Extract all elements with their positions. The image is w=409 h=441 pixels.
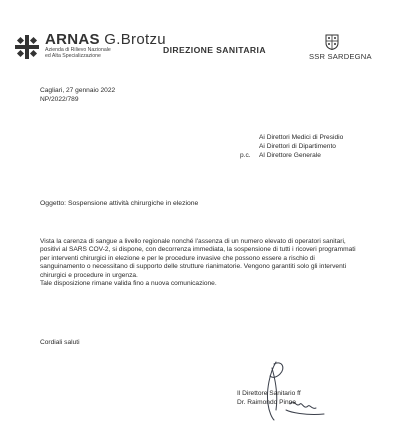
logo-sub-line2: ed Alta Specializzazione (45, 53, 101, 59)
signer-name: Dr. Raimondo Pinna (237, 399, 297, 406)
greeting: Cordiali saluti (40, 339, 80, 346)
body-line: Vista la carenza di sangue a livello regionale nonché l'assenza di un numero elevato di operatori sanitari, (40, 238, 346, 245)
place-date: Cagliari, 27 gennaio 2022 (40, 87, 116, 94)
cc-label: p.c. (240, 152, 251, 159)
body-line: Tale disposizione rimane valida fino a nuova comunicazione. (40, 280, 217, 288)
region-label: SSR SARDEGNA (309, 52, 372, 61)
recipient-3: Al Direttore Generale (259, 152, 321, 159)
arnas-logo-icon (14, 34, 40, 60)
protocol-number: NP/2022/789 (40, 96, 79, 103)
recipient-1: Ai Direttori Medici di Presidio (259, 134, 344, 141)
letter-body (40, 238, 370, 288)
body-line: sanguinamento o necessitano di supporto delle strutture rianimatorie. Vengono garantiti solo gli interventi (40, 263, 347, 271)
sardinia-emblem-icon (325, 34, 339, 50)
body-line: per interventi chirurgici in elezione e per le procedure invasive che possono essere a rischio di (40, 254, 315, 262)
subject-line: Oggetto: Sospensione attività chirurgiche in elezione (40, 200, 199, 207)
logo-brand (45, 32, 166, 47)
logo-brand-rest: G.Brotzu (99, 31, 166, 48)
signer-role: Il Direttore Sanitario ff (237, 390, 301, 397)
arnas-logo-text (45, 32, 166, 59)
body-line: positivi al SARS COV-2, si dispone, con decorrenza immediata, la sospensione di tutti i ricoveri programmati (40, 246, 356, 254)
department-title: DIREZIONE SANITARIA (163, 45, 266, 55)
body-line: chirurgici e procedure in urgenza. (40, 271, 138, 279)
logo-sub-line1: Azienda di Rilievo Nazionale (45, 47, 111, 53)
recipient-2: Ai Direttori di Dipartimento (259, 143, 336, 150)
logo-brand-bold: ARNAS (45, 31, 100, 48)
